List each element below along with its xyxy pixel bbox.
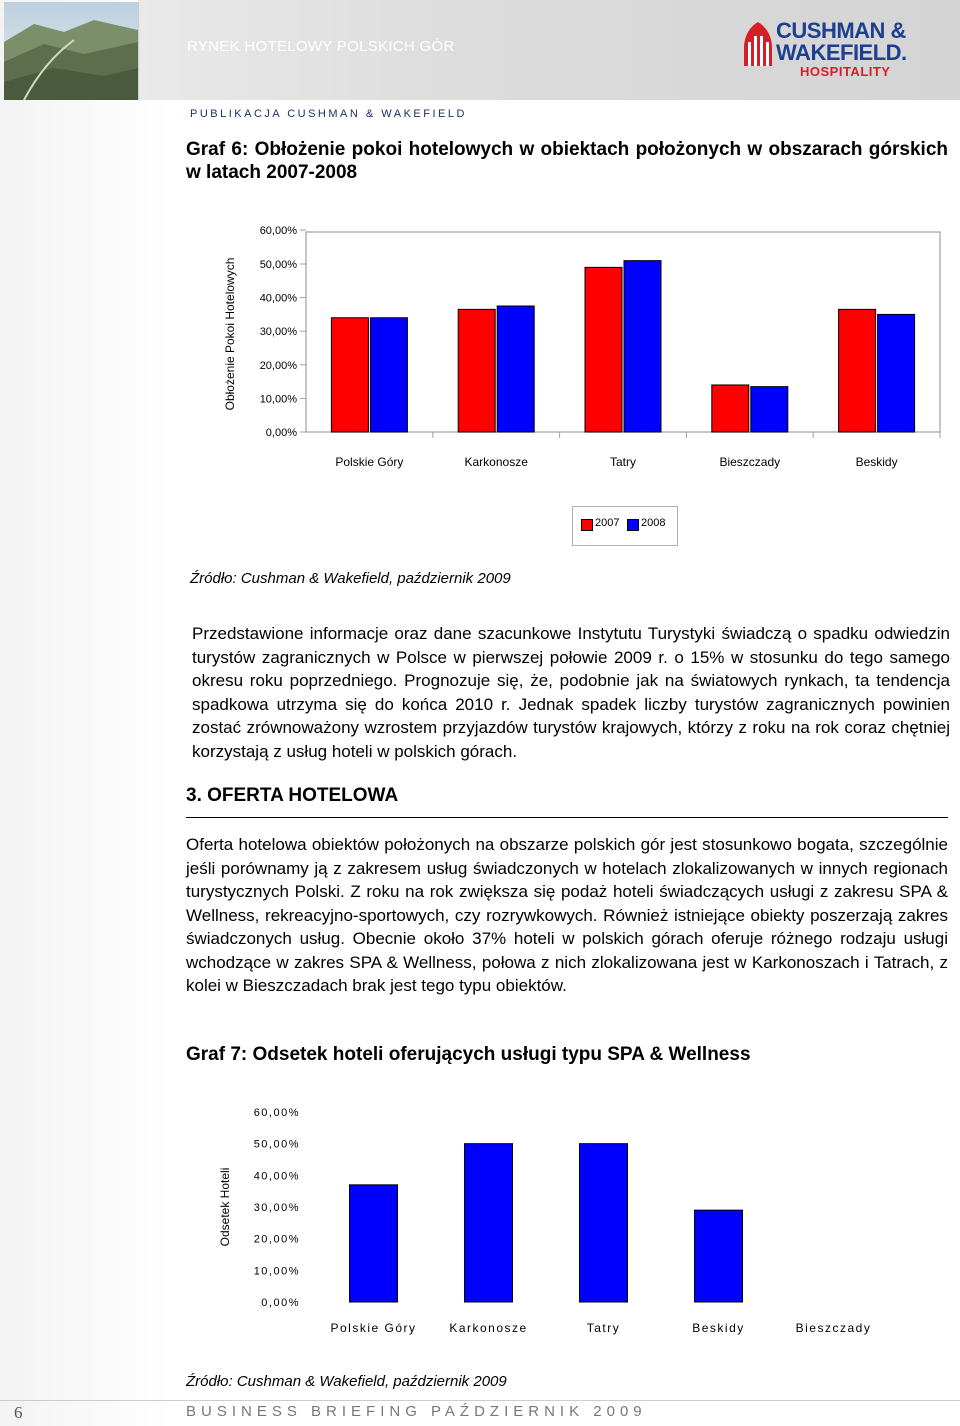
y-tick-label: 0,00% bbox=[261, 1297, 300, 1309]
x-category-label: Beskidy bbox=[692, 1321, 745, 1335]
footer-rule bbox=[0, 1400, 960, 1401]
y-tick-label: 10,00% bbox=[259, 393, 297, 406]
y-axis-label: Obłożenie Pokoi Hotelowych bbox=[223, 257, 237, 411]
y-tick-label: 50,00% bbox=[253, 1138, 300, 1151]
page-number: 6 bbox=[14, 1403, 23, 1422]
graph7-source: Źródło: Cushman & Wakefield, październik 2009 bbox=[186, 1373, 507, 1390]
logo-text-line1: CUSHMAN & bbox=[776, 18, 906, 43]
x-category-label: Bieszczady bbox=[795, 1321, 872, 1335]
x-category-label: Polskie Góry bbox=[330, 1321, 417, 1335]
y-tick-label: 10,00% bbox=[253, 1265, 300, 1278]
logo-text-line2: WAKEFIELD. bbox=[776, 40, 907, 65]
y-tick-label: 0,00% bbox=[265, 427, 297, 439]
y-tick-label: 30,00% bbox=[259, 326, 297, 339]
x-category-label: Beskidy bbox=[855, 455, 898, 469]
bar-tatry bbox=[580, 1144, 628, 1302]
publication-label: PUBLIKACJA CUSHMAN & WAKEFIELD bbox=[190, 108, 467, 120]
y-tick-label: 60,00% bbox=[253, 1107, 300, 1119]
x-category-label: Polskie Góry bbox=[335, 455, 404, 469]
graph6-source: Źródło: Cushman & Wakefield, październik 2009 bbox=[190, 570, 511, 587]
legend-label-2007: 2007 bbox=[595, 517, 620, 529]
y-tick-label: 40,00% bbox=[259, 292, 297, 305]
x-category-label: Karkonosze bbox=[464, 455, 528, 469]
graph7-title: Graf 7: Odsetek hoteli oferujących usługi typu SPA & Wellness bbox=[186, 1044, 751, 1065]
y-tick-label: 60,00% bbox=[259, 225, 297, 237]
legend-label-2008: 2008 bbox=[641, 517, 666, 529]
x-category-label: Tatry bbox=[586, 1321, 621, 1335]
y-tick-label: 40,00% bbox=[253, 1170, 300, 1183]
bar-beskidy bbox=[695, 1210, 743, 1302]
x-category-label: Tatry bbox=[609, 455, 637, 469]
x-category-label: Karkonosze bbox=[449, 1321, 528, 1335]
y-axis-label: Odsetek Hoteli bbox=[218, 1167, 232, 1247]
paragraph-hotel-offer: Oferta hotelowa obiektów położonych na obszarze polskich gór jest stosunkowo bogata, szczególnie jeśli porównamy ją z zakresem usług świadczonych w hotelach zlokalizowanych w innych regionach turystycznych Polski. Z roku na rok zwiększa się podaż hoteli świadczących usługi z zakresu SPA & Wellness, rekreacyjno-sportowych, czy rozrywkowych. Również istniejące obiekty poszerzają zakres świadczonych usług. Obecnie około 37% hoteli w polskich górach oferuje różnego rodzaju usługi wchodzące w zakres SPA & Wellness, połowa z nich zlokalizowana jest w Karkonoszach i Tatrach, z kolei w Bieszczadach brak jest tego typu obiektów. bbox=[186, 835, 948, 995]
logo-text-hospitality: HOSPITALITY bbox=[800, 64, 891, 79]
bar-polskie-góry bbox=[350, 1185, 398, 1302]
header-title: RYNEK HOTELOWY POLSKICH GÓR bbox=[187, 38, 455, 55]
y-tick-label: 20,00% bbox=[259, 359, 297, 372]
section-heading: 3. OFERTA HOTELOWA bbox=[186, 785, 948, 818]
y-tick-label: 20,00% bbox=[253, 1233, 300, 1246]
x-category-label: Bieszczady bbox=[719, 455, 781, 469]
footer-text: BUSINESS BRIEFING PAŹDZIERNIK 2009 bbox=[186, 1403, 647, 1420]
graph6-title: Graf 6: Obłożenie pokoi hotelowych w obiektach położonych w obszarach górskich w latach 2007-2008 bbox=[186, 139, 948, 183]
paragraph-tourism: Przedstawione informacje oraz dane szacunkowe Instytutu Turystyki świadczą o spadku odwiedzin turystów zagranicznych w Polsce w pierwszej połowie 2009 r. o 15% w stosunku do tego samego okresu roku poprzedniego. Prognozuje się, że, podobnie jak na światowych rynkach, ta tendencja spadkowa utrzyma się do końca 2010 r. Jednak spadek liczby turystów zagranicznych powinien zostać zrównoważony wzrostem przyjazdów turystów krajowych, którzy z roku na rok coraz chętniej korzystają z usług hoteli w polskich górach. bbox=[192, 624, 950, 761]
y-tick-label: 50,00% bbox=[259, 259, 297, 271]
bar-karkonosze bbox=[465, 1144, 513, 1302]
y-tick-label: 30,00% bbox=[253, 1202, 300, 1214]
